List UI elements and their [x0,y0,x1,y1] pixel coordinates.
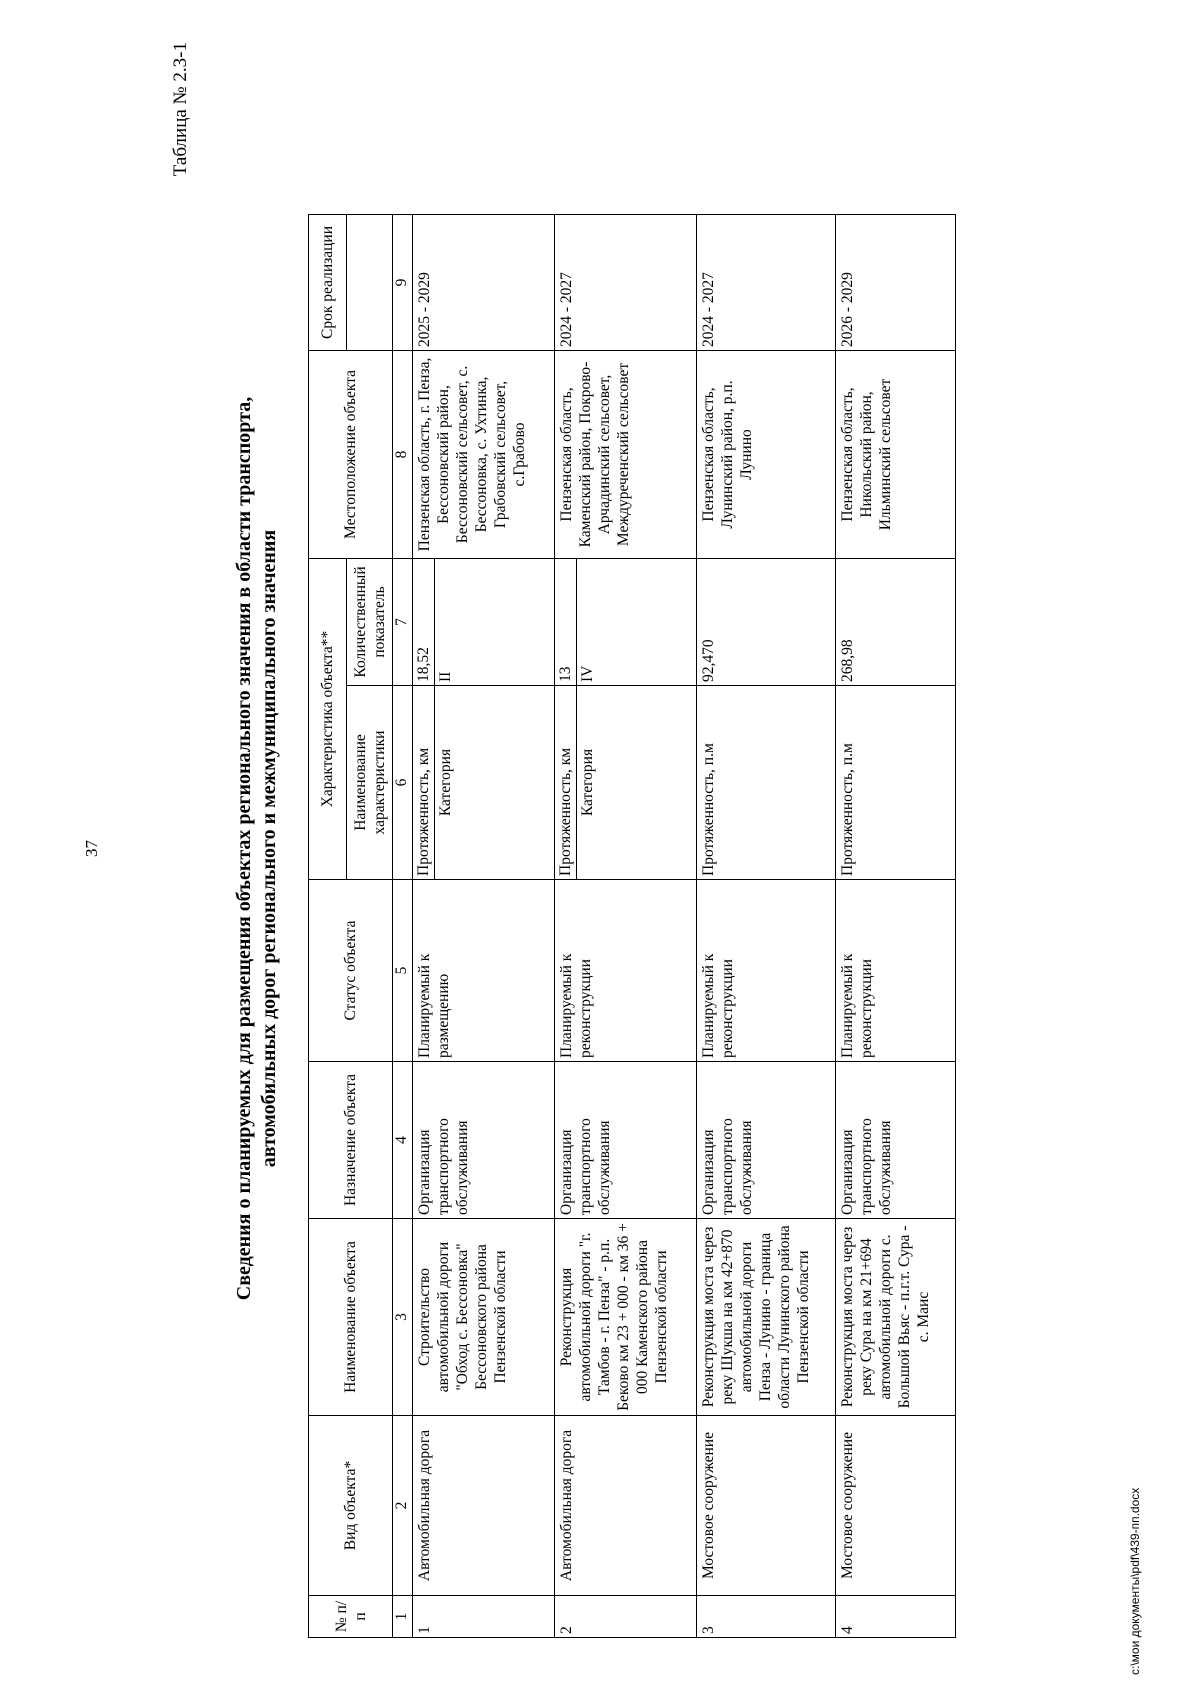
header-num: № п/п [309,1596,393,1638]
header-type: Вид объекта* [309,1416,393,1596]
row-purpose: Организация транспортного обслуживания [413,1062,555,1219]
title-line-1: Сведения о планируемых для размещения объектах регионального значения в области транспорта, [233,396,255,1301]
column-number: 2 [393,1416,413,1596]
row-char-value [413,558,555,685]
row-location: Пензенская область, Каменский район, Покрово-Арчадинский сельсовет, Междуреченский сельсовет [555,350,697,558]
column-number: 4 [393,1062,413,1219]
row-location: Пензенская область, Никольский район, Ильминский сельсовет [836,350,956,558]
row-num: 1 [413,1596,555,1638]
char-value-2: IV [579,665,596,682]
column-number: 3 [393,1219,413,1416]
header-char-value: Количественный показатель [347,558,393,685]
row-period: 2024 - 2027 [555,214,697,350]
row-char-name: Протяженность, п.м [836,686,956,880]
char-name-2: Категория [579,748,596,817]
header-purpose: Назначение объекта [309,1062,393,1219]
page-number: 37 [82,840,101,857]
header-characteristics: Характеристика объекта** [309,558,347,879]
table-label: Таблица № 2.3-1 [170,42,191,177]
char-value-1: 13 [555,559,577,685]
column-number: 9 [393,214,413,350]
column-number: 8 [393,350,413,558]
title-line-2: автомобильных дорог регионального и межмуниципального значения [258,529,280,1168]
row-char-name: Протяженность, п.м [697,686,836,880]
row-name: Реконструкция моста через реку Шукша на км 42+870 автомобильной дороги Пенза - Лунино - граница области Лунинского района Пензенской области [697,1219,836,1416]
row-num: 4 [836,1596,956,1638]
row-num: 3 [697,1596,836,1638]
row-location: Пензенская область, г. Пенза, Бессоновский район, Бессоновский сельсовет, с. Бессоновка, с. Ухтинка, Грабовский сельсовет, с.Грабово [413,350,555,558]
header-row-1 [309,214,347,1637]
row-type: Мостовое сооружение [697,1416,836,1596]
column-numbers-row [393,214,413,1637]
footer-path: c:\мои документы\pdf\439-пп.docx [1128,1487,1142,1675]
table-row [697,214,836,1637]
row-char-name [413,686,555,880]
char-name-1: Протяженность, км [555,686,577,879]
document-title [232,0,282,1697]
row-purpose: Организация транспортного обслуживания [555,1062,697,1219]
row-char-value: 92,470 [697,558,836,685]
char-name-1: Протяженность, км [413,686,435,879]
row-status: Планируемый к реконструкции [555,880,697,1062]
row-num: 2 [555,1596,697,1638]
header-name: Наименование объекта [309,1219,393,1416]
row-purpose: Организация транспортного обслуживания [697,1062,836,1219]
row-location: Пензенская область, Лунинский район, р.п. Лунино [697,350,836,558]
row-purpose: Организация транспортного обслуживания [836,1062,956,1219]
header-char-name: Наименование характеристики [347,686,393,880]
header-location: Местоположение объекта [309,350,393,558]
header-period-blank [347,214,393,350]
row-name: Строительство автомобильной дороги "Обход с. Бессоновка" Бессоновского района Пензенской области [413,1219,555,1416]
char-value-1: 18,52 [413,559,435,685]
row-status: Планируемый к реконструкции [697,880,836,1062]
row-type: Мостовое сооружение [836,1416,956,1596]
table-row [413,214,555,1637]
row-char-value: 268,98 [836,558,956,685]
column-number: 6 [393,686,413,880]
row-period: 2025 - 2029 [413,214,555,350]
row-type: Автомобильная дорога [555,1416,697,1596]
char-value-2: II [437,671,454,682]
table-row [555,214,697,1637]
char-name-2: Категория [437,748,454,817]
row-name: Реконструкция автомобильной дороги "г. Тамбов - г. Пенза" - р.п. Беково км 23 + 000 - км 36 + 000 Каменского района Пензенской области [555,1219,697,1416]
row-type: Автомобильная дорога [413,1416,555,1596]
row-char-value [555,558,697,685]
row-period: 2024 - 2027 [697,214,836,350]
column-number: 1 [393,1596,413,1638]
column-number: 5 [393,880,413,1062]
column-number: 7 [393,558,413,685]
row-status: Планируемый к размещению [413,880,555,1062]
row-name: Реконструкция моста через реку Сура на км 21+694 автомобильной дороги с. Большой Вьяс - п.г.т. Сура - с. Маис [836,1219,956,1416]
row-status: Планируемый к реконструкции [836,880,956,1062]
objects-table [308,214,956,1638]
row-char-name [555,686,697,880]
row-period: 2026 - 2029 [836,214,956,350]
table-row [836,214,956,1637]
header-status: Статус объекта [309,880,393,1062]
header-period: Срок реализации [309,214,347,350]
